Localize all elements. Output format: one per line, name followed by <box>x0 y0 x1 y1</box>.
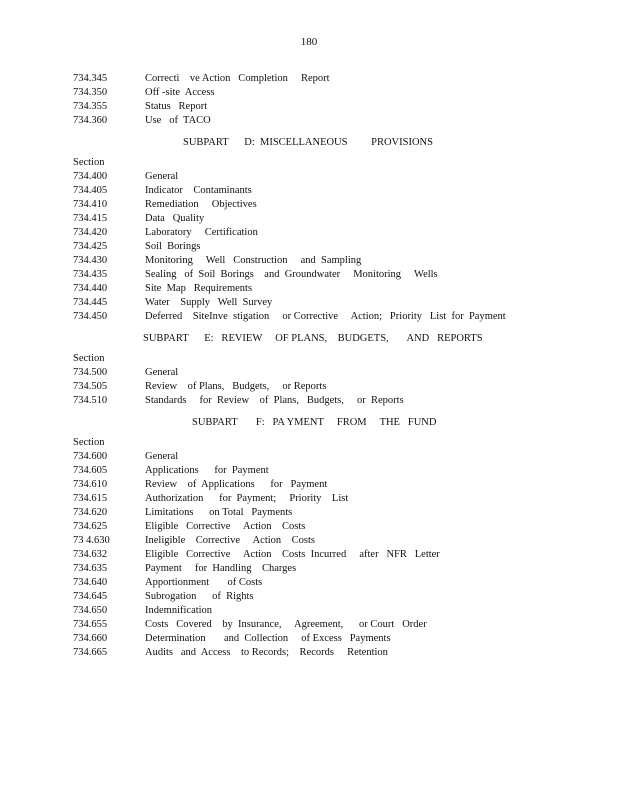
section-row <box>73 296 543 310</box>
section-title: Audits and Access to Records; Records Retention <box>145 647 388 658</box>
section-row <box>73 184 543 198</box>
subpart-e <box>73 332 543 408</box>
section-title: Sealing of Soil Borings and Groundwater Monitoring Wells <box>145 269 438 280</box>
table-of-contents <box>73 72 543 660</box>
section-title: Authorization for Payment; Priority List <box>145 493 349 504</box>
section-title: Water Supply Well Survey <box>145 297 273 308</box>
section-number: 734.400 <box>73 171 108 182</box>
section-number: 73 4.630 <box>73 535 110 546</box>
section-title: Eligible Corrective Action Costs Incurred after NFR Letter <box>145 549 440 560</box>
subpart-heading <box>73 416 543 430</box>
section-number: 734.600 <box>73 451 108 462</box>
section-number: 734.615 <box>73 493 108 504</box>
section-row <box>73 212 543 226</box>
section-title: General <box>145 451 179 462</box>
section-label: Section <box>73 157 105 168</box>
section-number: 734.420 <box>73 227 108 238</box>
section-title: Site Map Requirements <box>145 283 253 294</box>
section-number: 734.415 <box>73 213 108 224</box>
section-row <box>73 492 543 506</box>
section-number: 734.660 <box>73 633 108 644</box>
section-number: 734.505 <box>73 381 108 392</box>
section-row <box>73 506 543 520</box>
section-row <box>73 394 543 408</box>
section-number: 734.440 <box>73 283 108 294</box>
section-number: 734.405 <box>73 185 108 196</box>
section-number: 734.430 <box>73 255 108 266</box>
section-number: 734.655 <box>73 619 108 630</box>
section-row <box>73 562 543 576</box>
page-number: 180 <box>300 36 318 48</box>
section-number: 734.640 <box>73 577 108 588</box>
section-label: Section <box>73 437 105 448</box>
section-row <box>73 198 543 212</box>
section-number: 734.632 <box>73 549 108 560</box>
section-row <box>73 268 543 282</box>
section-title: Status Report <box>145 101 208 112</box>
section-row <box>73 604 543 618</box>
section-title: Monitoring Well Construction and Sampling <box>145 255 362 266</box>
section-row <box>73 450 543 464</box>
section-number: 734.435 <box>73 269 108 280</box>
section-title: Remediation Objectives <box>145 199 257 210</box>
section-row <box>73 548 543 562</box>
section-label: Section <box>73 353 105 364</box>
section-number: 734.620 <box>73 507 108 518</box>
section-title: Use of TACO <box>145 115 211 126</box>
section-title: Correcti ve Action Completion Report <box>145 73 330 84</box>
subpart-f-rows <box>73 450 543 660</box>
section-number: 734.425 <box>73 241 108 252</box>
section-title: General <box>145 367 179 378</box>
section-title: Determination and Collection of Excess Payments <box>145 633 391 644</box>
section-number: 734.510 <box>73 395 108 406</box>
section-number: 734.645 <box>73 591 108 602</box>
section-row <box>73 86 543 100</box>
section-number: 734.605 <box>73 465 108 476</box>
section-row <box>73 100 543 114</box>
section-title: Eligible Corrective Action Costs <box>145 521 306 532</box>
section-number: 734.500 <box>73 367 108 378</box>
section-title: Standards for Review of Plans, Budgets, or Reports <box>145 395 404 406</box>
section-number: 734.650 <box>73 605 108 616</box>
section-number: 734.355 <box>73 101 108 112</box>
section-row <box>73 72 543 86</box>
section-row <box>73 646 543 660</box>
section-title: Apportionment of Costs <box>145 577 263 588</box>
section-row <box>73 464 543 478</box>
section-row <box>73 520 543 534</box>
section-row <box>73 618 543 632</box>
subpart-f <box>73 416 543 660</box>
intro-section-list <box>73 72 543 128</box>
section-number: 734.625 <box>73 521 108 532</box>
section-title: Applications for Payment <box>145 465 269 476</box>
section-title: Subrogation of Rights <box>145 591 254 602</box>
section-title: Indicator Contaminants <box>145 185 252 196</box>
section-number: 734.665 <box>73 647 108 658</box>
section-row <box>73 590 543 604</box>
section-number: 734.445 <box>73 297 108 308</box>
section-number: 734.610 <box>73 479 108 490</box>
section-row <box>73 240 543 254</box>
section-title: Costs Covered by Insurance, Agreement, or Court Order <box>145 619 427 630</box>
section-title: Soil Borings <box>145 241 201 252</box>
subpart-f-heading: SUBPART F: PA YMENT FROM THE FUND <box>192 417 437 428</box>
section-row <box>73 366 543 380</box>
section-title: Laboratory Certification <box>145 227 258 238</box>
section-row <box>73 114 543 128</box>
subpart-d-heading: SUBPART D: MISCELLANEOUS PROVISIONS <box>183 137 433 148</box>
section-row <box>73 576 543 590</box>
section-row <box>73 226 543 240</box>
subpart-heading <box>73 136 543 150</box>
section-title: Data Quality <box>145 213 205 224</box>
section-number: 734.410 <box>73 199 108 210</box>
section-title: Review of Applications for Payment <box>145 479 328 490</box>
section-number: 734.450 <box>73 311 108 322</box>
section-number: 734.360 <box>73 115 108 126</box>
section-title: Off -site Access <box>145 87 215 98</box>
subpart-d <box>73 136 543 324</box>
section-row <box>73 632 543 646</box>
section-title: Limitations on Total Payments <box>145 507 293 518</box>
section-row <box>73 282 543 296</box>
section-row <box>73 310 543 324</box>
section-title: Review of Plans, Budgets, or Reports <box>145 381 327 392</box>
section-title: General <box>145 171 179 182</box>
section-number: 734.345 <box>73 73 108 84</box>
subpart-d-rows <box>73 170 543 324</box>
subpart-heading <box>73 332 543 346</box>
section-row <box>73 478 543 492</box>
section-title: Payment for Handling Charges <box>145 563 297 574</box>
section-title: Ineligible Corrective Action Costs <box>145 535 316 546</box>
section-row <box>73 380 543 394</box>
section-row <box>73 170 543 184</box>
subpart-e-heading: SUBPART E: REVIEW OF PLANS, BUDGETS, AND REPORTS <box>143 333 483 344</box>
section-number: 734.635 <box>73 563 108 574</box>
section-title: Indemnification <box>145 605 213 616</box>
section-title: Deferred SiteInve stigation or Corrective Action; Priority List for Payment <box>145 311 506 322</box>
section-row <box>73 254 543 268</box>
section-row <box>73 534 543 548</box>
section-number: 734.350 <box>73 87 108 98</box>
subpart-e-rows <box>73 366 543 408</box>
